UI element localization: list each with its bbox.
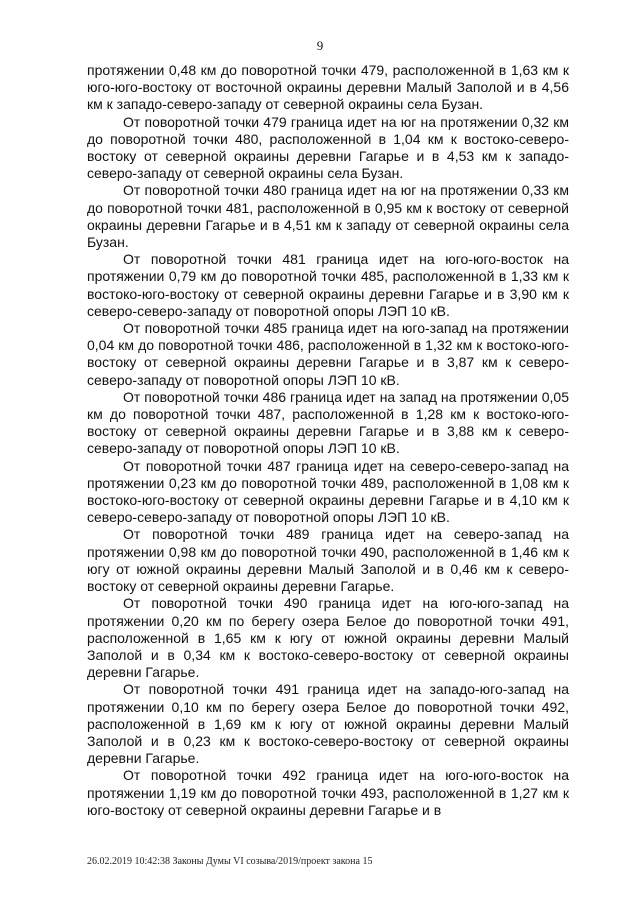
- footer-file-path: 26.02.2019 10:42:38 Законы Думы VI созыва/2019/проект закона 15: [87, 856, 373, 867]
- paragraph: От поворотной точки 490 граница идет на юго-юго-запад на протяжении 0,20 км по берегу озера Белое до поворотной точки 491, расположенной в 1,65 км к югу от южной окраины деревни Малый Заполой и в 0,34 км к востоко-северо-востоку от северной окраины деревни Гагарье.: [87, 595, 569, 681]
- paragraph: От поворотной точки 489 граница идет на северо-запад на протяжении 0,98 км до поворотной точки 490, расположенной в 1,46 км к югу от южной окраины деревни Малый Заполой и в 0,46 км к северо-востоку от северной окраины деревни Гагарье.: [87, 526, 569, 595]
- paragraph: От поворотной точки 480 граница идет на юг на протяжении 0,33 км до поворотной точки 481, расположенной в 0,95 км к востоку от северной окраины деревни Гагарье и в 4,51 км к западу от северной окраины села Бузан.: [87, 182, 569, 251]
- document-body: [87, 62, 569, 819]
- paragraph: От поворотной точки 479 граница идет на юг на протяжении 0,32 км до поворотной точки 480, расположенной в 1,04 км к востоко-северо-востоку от северной окраины деревни Гагарье и в 4,53 км к западо-северо-западу от северной окраины села Бузан.: [87, 113, 569, 182]
- paragraph: От поворотной точки 486 граница идет на запад на протяжении 0,05 км до поворотной точки 487, расположенной в 1,28 км к востоко-юго-востоку от северной окраины деревни Гагарье и в 3,88 км к северо-северо-западу от поворотной опоры ЛЭП 10 кВ.: [87, 388, 569, 457]
- paragraph: От поворотной точки 491 граница идет на западо-юго-запад на протяжении 0,10 км по берегу озера Белое до поворотной точки 492, расположенной в 1,69 км к югу от южной окраины деревни Малый Заполой и в 0,23 км к востоко-северо-востоку от северной окраины деревни Гагарье.: [87, 681, 569, 767]
- paragraph: От поворотной точки 487 граница идет на северо-северо-запад на протяжении 0,23 км до поворотной точки 489, расположенной в 1,08 км к востоко-юго-востоку от северной окраины деревни Гагарье и в 4,10 км к северо-северо-западу от поворотной опоры ЛЭП 10 кВ.: [87, 457, 569, 526]
- paragraph: От поворотной точки 481 граница идет на юго-юго-восток на протяжении 0,79 км до поворотной точки 485, расположенной в 1,33 км к востоко-юго-востоку от северной окраины деревни Гагарье и в 3,90 км к северо-северо-западу от поворотной опоры ЛЭП 10 кВ.: [87, 251, 569, 319]
- paragraph: От поворотной точки 485 граница идет на юго-запад на протяжении 0,04 км до поворотной точки 486, расположенной в 1,32 км к востоко-юго-востоку от северной окраины деревни Гагарье и в 3,87 км к северо-северо-западу от поворотной опоры ЛЭП 10 кВ.: [87, 320, 569, 388]
- paragraph: От поворотной точки 492 граница идет на юго-юго-восток на протяжении 1,19 км до поворотной точки 493, расположенной в 1,27 км к юго-востоку от северной окраины деревни Гагарье и в: [87, 767, 569, 818]
- paragraph: протяжении 0,48 км до поворотной точки 479, расположенной в 1,63 км к юго-юго-востоку от восточной окраины деревни Малый Заполой и в 4,56 км к западо-северо-западу от северной окраины села Бузан.: [87, 62, 569, 113]
- page-number: 9: [316, 38, 324, 53]
